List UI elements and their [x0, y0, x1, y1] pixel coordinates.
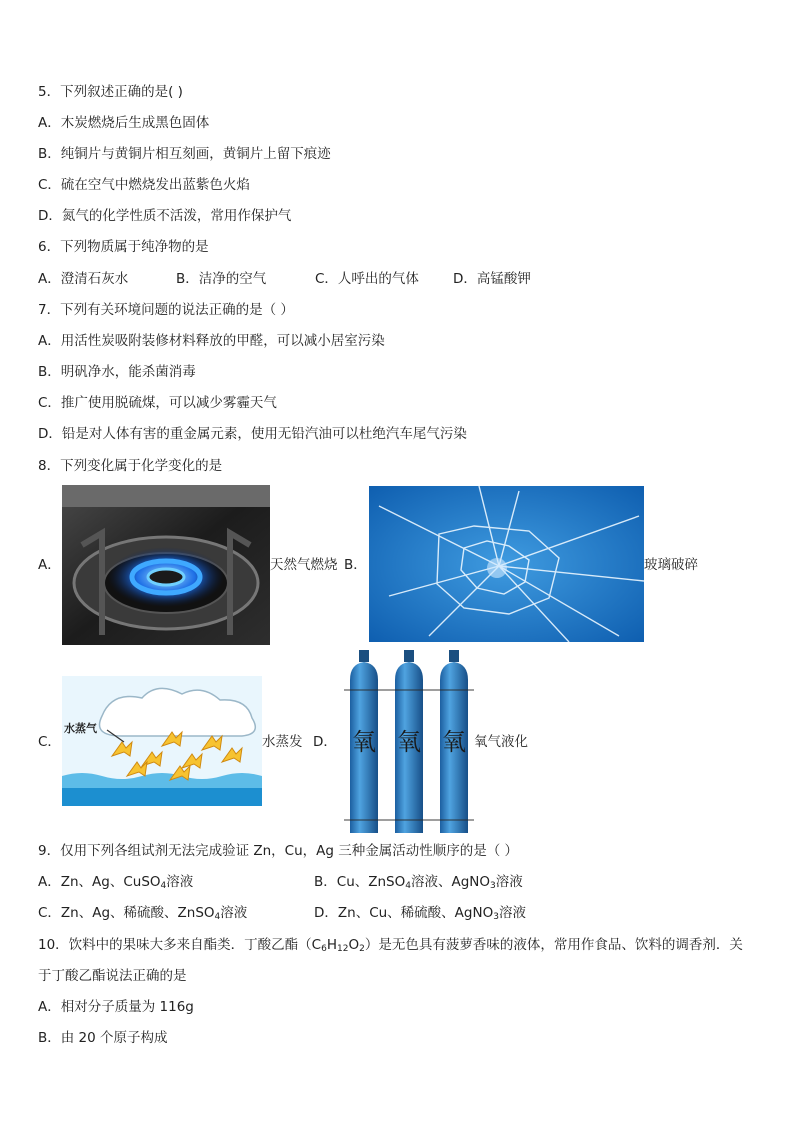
water-vapor-label: 水蒸气	[64, 722, 97, 735]
q8-option-b-caption: 玻璃破碎	[644, 557, 698, 573]
q8-option-b-letter: B．	[344, 557, 367, 573]
q7-stem: 7．下列有关环境问题的说法正确的是（ ）	[38, 302, 294, 318]
q8-option-d-letter: D．	[313, 734, 337, 750]
q5-option-b: B．纯铜片与黄铜片相互刻画，黄铜片上留下痕迹	[38, 146, 331, 162]
q8-option-c-caption: 水蒸发	[262, 734, 303, 750]
q10-stem-line2: 于丁酸乙酯说法正确的是	[38, 968, 187, 984]
q7-option-b: B．明矾净水，能杀菌消毒	[38, 364, 196, 380]
oxygen-label-1: 氧	[352, 728, 376, 756]
q6-option-a: A．澄清石灰水	[38, 271, 129, 287]
q9-option-b: B．Cu、ZnSO$_4$溶液、AgNO$_3$溶液	[314, 874, 523, 891]
q8-option-a-caption: 天然气燃烧	[270, 557, 338, 573]
q7-option-d: D．铅是对人体有害的重金属元素，使用无铅汽油可以杜绝汽车尾气污染	[38, 426, 467, 442]
q8-option-c-letter: C．	[38, 734, 61, 750]
q6-option-b: B．洁净的空气	[176, 271, 267, 287]
oxygen-cylinders-image	[344, 650, 474, 833]
q8-option-d-caption: 氧气液化	[474, 734, 528, 750]
q9-option-a: A．Zn、Ag、CuSO$_4$溶液	[38, 874, 194, 891]
q6-stem: 6．下列物质属于纯净物的是	[38, 239, 209, 255]
oxygen-label-3: 氧	[442, 728, 466, 756]
q10-option-b: B．由 20 个原子构成	[38, 1030, 168, 1046]
q9-option-c: C．Zn、Ag、稀硫酸、ZnSO$_4$溶液	[38, 905, 248, 922]
q5-stem: 5．下列叙述正确的是( )	[38, 84, 183, 100]
q7-option-a: A．用活性炭吸附装修材料释放的甲醛，可以减小居室污染	[38, 333, 385, 349]
q10-stem: 10．饮料中的果味大多来自酯类．丁酸乙酯$(C_6H_{12}O_2)$是无色具有菠萝香味的液体，常用作食品、饮料的调香剂．关	[38, 937, 743, 954]
q10-option-a: A．相对分子质量为 116g	[38, 999, 194, 1015]
q5-option-d: D．氮气的化学性质不活泼，常用作保护气	[38, 208, 292, 224]
q9-stem: 9．仅用下列各组试剂无法完成验证 Zn，Cu，Ag 三种金属活动性顺序的是（ ）	[38, 843, 519, 859]
q8-option-a-letter: A．	[38, 557, 61, 573]
q8-stem: 8．下列变化属于化学变化的是	[38, 458, 223, 474]
gas-stove-flame-image	[62, 485, 270, 645]
water-evaporation-image	[62, 676, 262, 806]
q5-option-c: C．硫在空气中燃烧发出蓝紫色火焰	[38, 177, 250, 193]
q6-option-c: C．人呼出的气体	[315, 271, 419, 287]
broken-glass-image	[369, 486, 644, 642]
q6-option-d: D．高锰酸钾	[453, 271, 531, 287]
q9-option-d: D．Zn、Cu、稀硫酸、AgNO$_3$溶液	[314, 905, 526, 922]
oxygen-label-2: 氧	[397, 728, 421, 756]
q7-option-c: C．推广使用脱硫煤，可以减少雾霾天气	[38, 395, 277, 411]
q5-option-a: A．木炭燃烧后生成黑色固体	[38, 115, 210, 131]
